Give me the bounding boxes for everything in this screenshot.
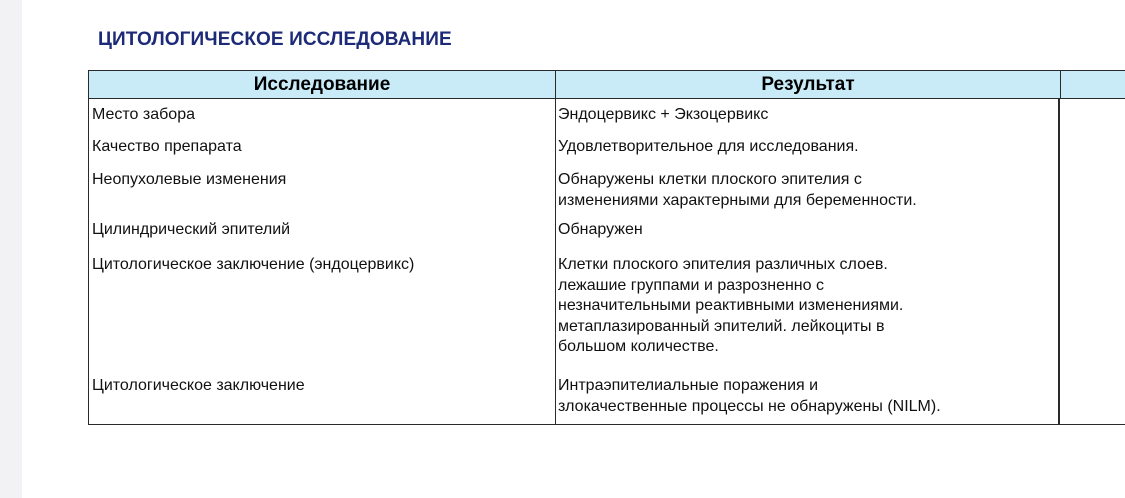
- header-result: Результат: [555, 71, 1060, 99]
- row-value: Обнаружены клетки плоского эпителия с изменениями характерными для беременности.: [558, 171, 917, 209]
- table-header: [88, 70, 1125, 99]
- row-label: Место забора: [92, 106, 195, 123]
- row-value: Обнаружен: [558, 221, 643, 238]
- row-value: Интраэпителиальные поражения и злокачественные процессы не обнаружены (NILM).: [558, 377, 941, 415]
- header-study: Исследование: [88, 71, 555, 99]
- row-label: Цилиндрический эпителий: [92, 221, 291, 238]
- row-label: Цитологическое заключение: [92, 377, 305, 394]
- page-title: ЦИТОЛОГИЧЕСКОЕ ИССЛЕДОВАНИЕ: [98, 29, 452, 50]
- left-gutter: [0, 0, 22, 498]
- header-extra: [1060, 71, 1125, 99]
- row-label: Цитологическое заключение (эндоцервикс): [92, 256, 415, 273]
- row-value: Удовлетворительное для исследования.: [558, 138, 859, 155]
- table-bottom-border: [88, 424, 1125, 425]
- row-label: Качество препарата: [92, 138, 242, 155]
- row-value: Эндоцервикс + Экзоцервикс: [558, 106, 769, 123]
- row-label: Неопухолевые изменения: [92, 171, 287, 188]
- row-value: Клетки плоского эпителия различных слоев. лежашие группами и разрозненно с незначительными реактивными изменениями. метаплазированный эпителий. лейкоциты в большом количестве.: [558, 256, 904, 355]
- results-table: [88, 70, 1125, 425]
